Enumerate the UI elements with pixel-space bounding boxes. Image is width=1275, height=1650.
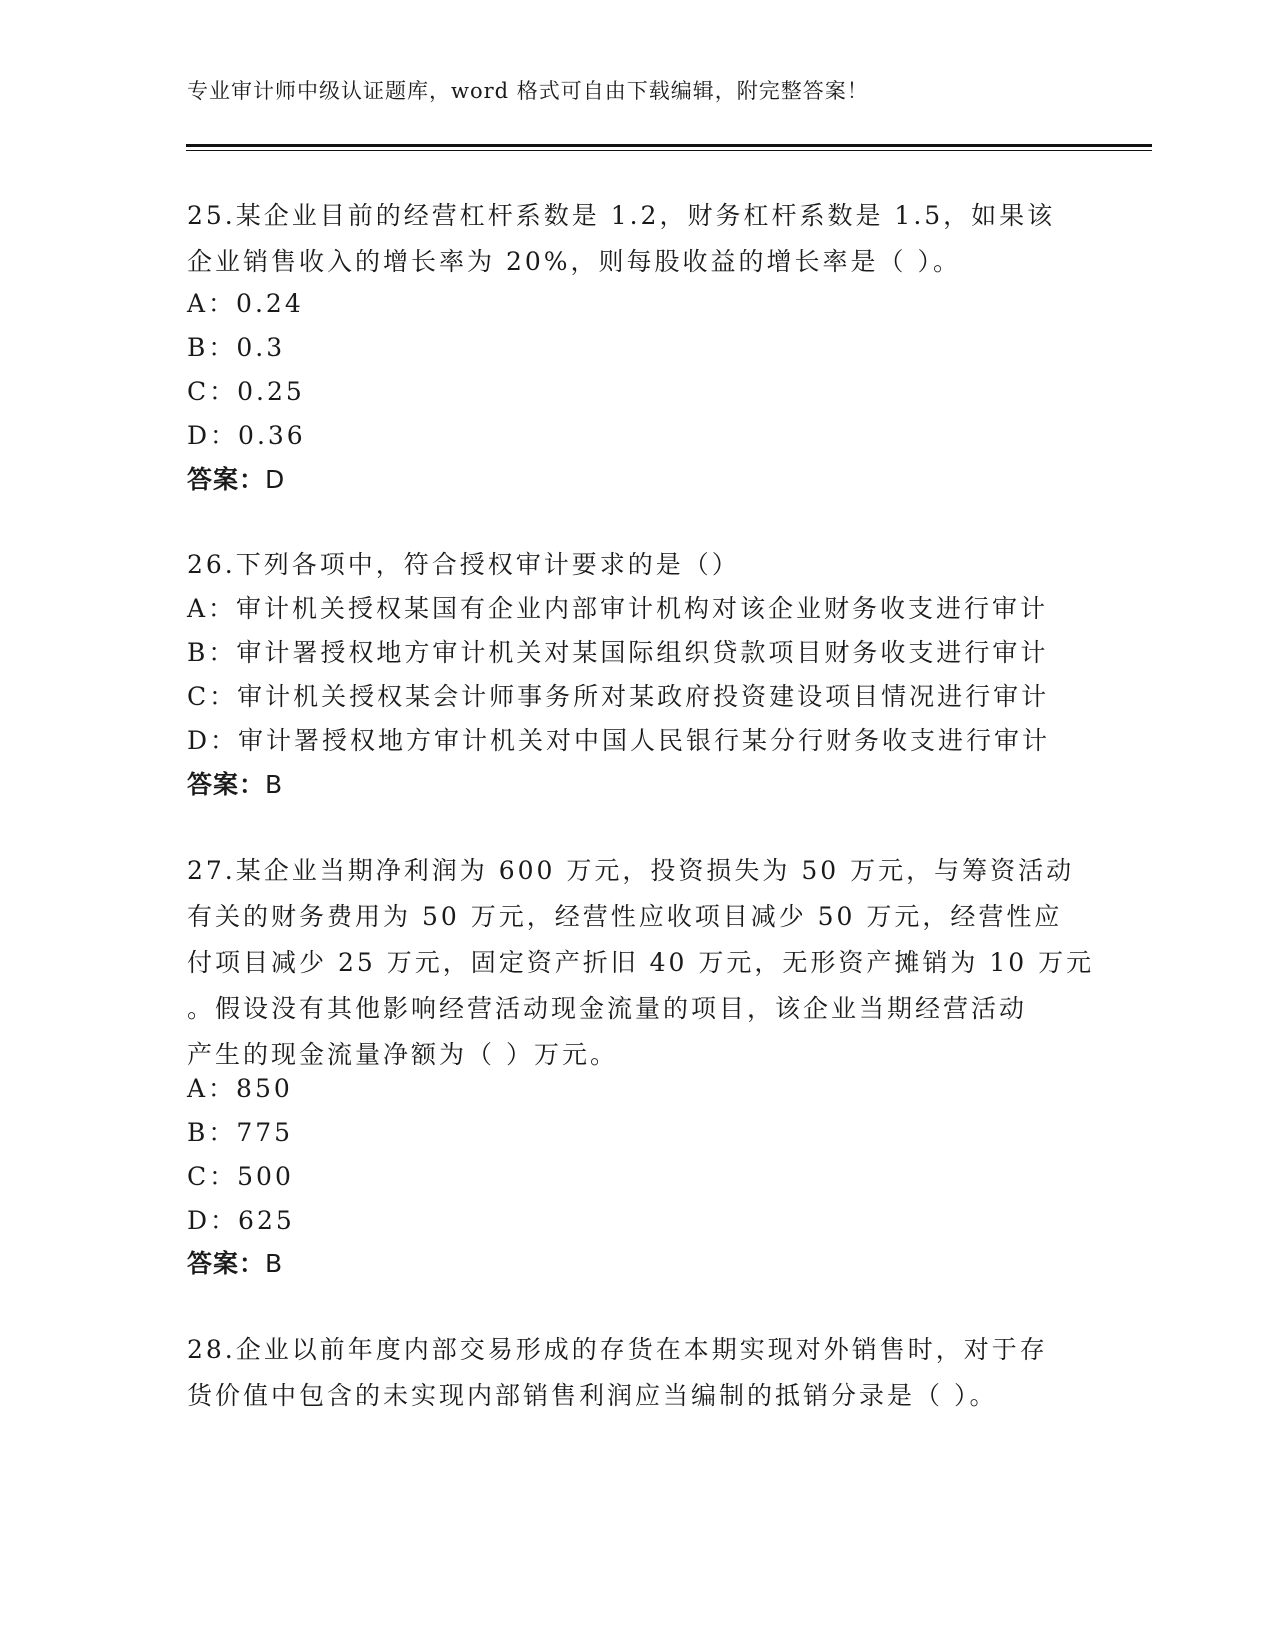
answer-value: B: [265, 1249, 284, 1278]
answer-value: B: [265, 770, 284, 799]
option-d: D：625: [187, 1206, 295, 1235]
stem-line: 28.企业以前年度内部交易形成的存货在本期实现对外销售时，对于存: [187, 1335, 1048, 1364]
answer: [187, 1241, 283, 1287]
stem-line: 企业销售收入的增长率为 20%，则每股收益的增长率是（ ）。: [187, 247, 961, 276]
answer: [187, 762, 283, 808]
option-b: B：0.3: [187, 333, 286, 362]
option-c: C：审计机关授权某会计师事务所对某政府投资建设项目情况进行审计: [187, 682, 1050, 711]
option-a: A：0.24: [187, 289, 304, 318]
answer-value: D: [265, 465, 286, 494]
question-stem: [187, 848, 1094, 1078]
stem-line: 26.下列各项中，符合授权审计要求的是（）: [187, 550, 740, 579]
answer-label: 答案：: [187, 770, 266, 799]
option-c: C：500: [187, 1162, 294, 1191]
option-a: A：审计机关授权某国有企业内部审计机构对该企业财务收支进行审计: [187, 594, 1049, 623]
header-title: 专业审计师中级认证题库，word 格式可自由下载编辑，附完整答案！: [187, 79, 869, 103]
stem-line: 27.某企业当期净利润为 600 万元，投资损失为 50 万元，与筹资活动: [187, 856, 1075, 885]
stem-line: 产生的现金流量净额为（ ）万元。: [187, 1040, 618, 1069]
stem-line: 有关的财务费用为 50 万元，经营性应收项目减少 50 万元，经营性应: [187, 902, 1063, 931]
option-a: A：850: [187, 1074, 293, 1103]
stem-line: 货价值中包含的未实现内部销售利润应当编制的抵销分录是（ ）。: [187, 1381, 998, 1410]
option-d: D：0.36: [187, 421, 306, 450]
question-stem: [187, 1327, 1048, 1419]
option-c: C：0.25: [187, 377, 305, 406]
question-stem: [187, 193, 1055, 285]
option-b: B：775: [187, 1118, 294, 1147]
header-divider-thick: [186, 144, 1152, 147]
answer-label: 答案：: [187, 465, 266, 494]
option-b: B：审计署授权地方审计机关对某国际组织贷款项目财务收支进行审计: [187, 638, 1049, 667]
stem-line: 25.某企业目前的经营杠杆系数是 1.2，财务杠杆系数是 1.5，如果该: [187, 201, 1056, 230]
answer-label: 答案：: [187, 1249, 266, 1278]
stem-line: 付项目减少 25 万元，固定资产折旧 40 万元，无形资产摊销为 10 万元: [187, 948, 1095, 977]
stem-line: 。假设没有其他影响经营活动现金流量的项目，该企业当期经营活动: [187, 994, 1028, 1023]
header-divider-thin: [186, 150, 1152, 151]
answer: [187, 457, 285, 503]
question-stem: [187, 542, 740, 588]
option-d: D：审计署授权地方审计机关对中国人民银行某分行财务收支进行审计: [187, 726, 1051, 755]
